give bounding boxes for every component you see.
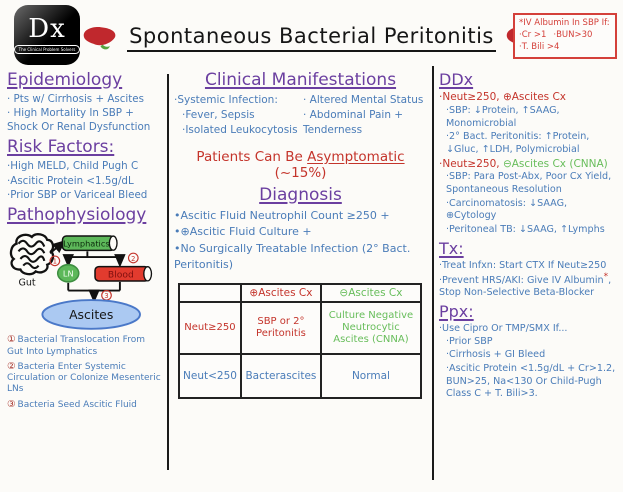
row-label: Neut≥250	[179, 302, 241, 354]
list-item: ·Ascitic Protein <1.5g/dL	[7, 174, 134, 187]
list-item: · Abdominal Pain + Tenderness	[303, 109, 404, 137]
gut-drawing	[11, 234, 53, 274]
legend-item	[7, 334, 162, 358]
legend-number: ③	[7, 398, 16, 410]
blood-label: Blood	[107, 269, 134, 281]
iv-albumin-cr: ·Cr >1	[519, 29, 547, 40]
legend-text: Bacteria Seed Ascitic Fluid	[17, 399, 137, 410]
ddx-group2-heading	[439, 158, 618, 172]
diagnosis-heading: Diagnosis	[259, 184, 342, 205]
table-row	[179, 302, 421, 354]
column-header-negative-cx: ⊖Ascites Cx	[321, 284, 421, 303]
tx-item	[439, 273, 618, 301]
dx-logo-subtext: The Clinical Problem Solvers	[14, 45, 81, 54]
lymphatics-label: Lymphatics	[63, 238, 110, 249]
tx-heading: Tx:	[439, 238, 464, 258]
iv-albumin-bun: ·BUN>30	[553, 29, 593, 40]
page-title: Spontaneous Bacterial Peritonitis	[127, 24, 496, 52]
ascites-classification-table	[178, 283, 422, 400]
table-corner-cell	[179, 284, 241, 303]
legend-text: Bacteria Enter Systemic Circulation or Colonize Mesenteric LNs	[7, 361, 161, 395]
list-item: ·Isolated Leukocytosis	[182, 124, 298, 137]
list-item: ·Peritoneal TB: ↓SAAG, ↑Lymphs	[446, 224, 605, 236]
asymptomatic-post: (~15%)	[274, 164, 327, 181]
step-2-badge	[129, 253, 139, 263]
list-item: •Ascitic Fluid Neutrophil Count ≥250 +	[174, 208, 390, 222]
liver-icon	[82, 24, 118, 52]
epidemiology-heading: Epidemiology	[7, 70, 123, 90]
legend-item	[7, 399, 162, 411]
diagnosis-list	[174, 208, 427, 274]
ln-label: LN	[62, 268, 74, 279]
tx-item: ·Treat Infxn: Start CTX If Neut≥250	[439, 259, 607, 271]
list-item: •No Surgically Treatable Infection (2° Bact. Peritonitis)	[174, 241, 411, 272]
list-item: ·Prior SBP or Variceal Bleed	[7, 188, 148, 201]
clinical-list-right	[303, 93, 427, 139]
tx-item2-text: ·Prevent HRS/AKI: Give IV Albumin	[439, 274, 604, 286]
asymptomatic-word: Asymptomatic	[307, 148, 405, 165]
columns	[0, 66, 623, 492]
clinical-manifestations-lists	[174, 93, 427, 139]
iv-albumin-note-criteria	[519, 30, 611, 42]
list-item: •⊕Ascitic Fluid Culture +	[174, 225, 312, 239]
column-header-positive-cx: ⊕Ascites Cx	[241, 284, 321, 303]
table-cell: Culture Negative Neutrocytic Ascites (CNNA)	[321, 302, 421, 354]
table-row	[179, 354, 421, 398]
middle-column	[167, 66, 432, 492]
list-item: · Altered Mental Status	[303, 94, 424, 106]
list-item: ·Ascitic Protein <1.5g/dL + Cr>1.2, BUN>25, Na<130 Or Child-Pugh Class C + T. Bili>3.	[446, 363, 616, 400]
row-label: Neut<250	[179, 354, 241, 398]
list-item: ·Prior SBP	[446, 335, 493, 347]
ascites-ellipse	[42, 300, 140, 329]
lymphatics-node	[62, 236, 117, 250]
list-item: ·2° Bact. Peritonitis: ↑Protein, ↓Gluc, ↑LDH, Polymicrobial	[446, 131, 590, 155]
table-cell: Bacterascites	[241, 354, 321, 398]
iv-albumin-tbili: ·T. Bili >4	[519, 41, 560, 52]
epidemiology-list	[7, 93, 162, 134]
pathophysiology-legend	[7, 334, 162, 411]
gut-label: Gut	[18, 277, 36, 289]
svg-text:3: 3	[104, 292, 109, 301]
clinical-list-left	[174, 93, 299, 139]
albumin-footnote-asterisk: *	[603, 271, 609, 282]
right-column	[432, 66, 623, 492]
ddx-group1-heading: ·Neut≥250, ⊕Ascites Cx	[439, 91, 567, 104]
asymptomatic-note	[174, 149, 427, 181]
list-item: ·Carcinomatosis: ↓SAAG, ⊕Cytology	[446, 197, 568, 222]
pathophysiology-diagram	[7, 228, 162, 332]
pathophysiology-heading: Pathophysiology	[7, 205, 147, 226]
legend-number: ②	[7, 360, 16, 372]
list-item: ·Systemic Infection:	[174, 94, 278, 106]
iv-albumin-note-title: *IV Albumin In SBP If:	[519, 18, 610, 28]
list-item: ·High MELD, Child Pugh C	[7, 160, 139, 173]
ln-node	[58, 265, 79, 282]
table-cell: Normal	[321, 354, 421, 398]
blood-vessel	[95, 267, 151, 281]
risk-factors-heading: Risk Factors:	[7, 137, 115, 158]
ddx-group2-heading-red: ·Neut≥250,	[439, 157, 503, 170]
table-cell: SBP or 2° Peritonitis	[241, 302, 321, 354]
legend-item	[7, 361, 162, 396]
list-item: · High Mortality In SBP + Shock Or Renal Dysfunction	[7, 107, 151, 133]
ddx-group2-heading-green: ⊖Ascites Cx (CNNA)	[502, 157, 608, 170]
risk-factors-list	[7, 160, 162, 202]
list-item: ·Fever, Sepsis	[182, 109, 255, 122]
iv-albumin-note	[513, 13, 617, 59]
dx-logo-text: Dx	[28, 14, 66, 44]
clinical-manifestations-heading: Clinical Manifestations	[204, 70, 397, 90]
list-item: ·SBP: Para Post-Abx, Poor Cx Yield, Spontaneous Resolution	[446, 171, 612, 196]
list-item: · Pts w/ Cirrhosis + Ascites	[7, 93, 145, 105]
legend-text: Bacterial Translocation From Gut Into Lymphatics	[7, 335, 145, 357]
step-3-badge	[102, 291, 112, 301]
svg-text:1: 1	[52, 257, 57, 266]
ppx-heading: Ppx:	[439, 302, 474, 321]
list-item: ·Cirrhosis + GI Bleed	[446, 349, 546, 361]
asymptomatic-pre: Patients Can Be	[196, 148, 308, 165]
list-item: ·SBP: ↓Protein, ↑SAAG, Monomicrobial	[446, 104, 560, 129]
ddx-heading: DDx	[439, 70, 474, 89]
ascites-label: Ascites	[69, 307, 114, 323]
svg-text:2: 2	[131, 255, 136, 264]
table-header-row	[179, 284, 421, 303]
legend-number: ①	[7, 334, 16, 346]
tx-item2-text-cont: , Stop Non-Selective Beta-Blocker	[439, 274, 612, 299]
ppx-lead: ·Use Cipro Or TMP/SMX If...	[439, 323, 568, 335]
left-column	[0, 66, 167, 492]
